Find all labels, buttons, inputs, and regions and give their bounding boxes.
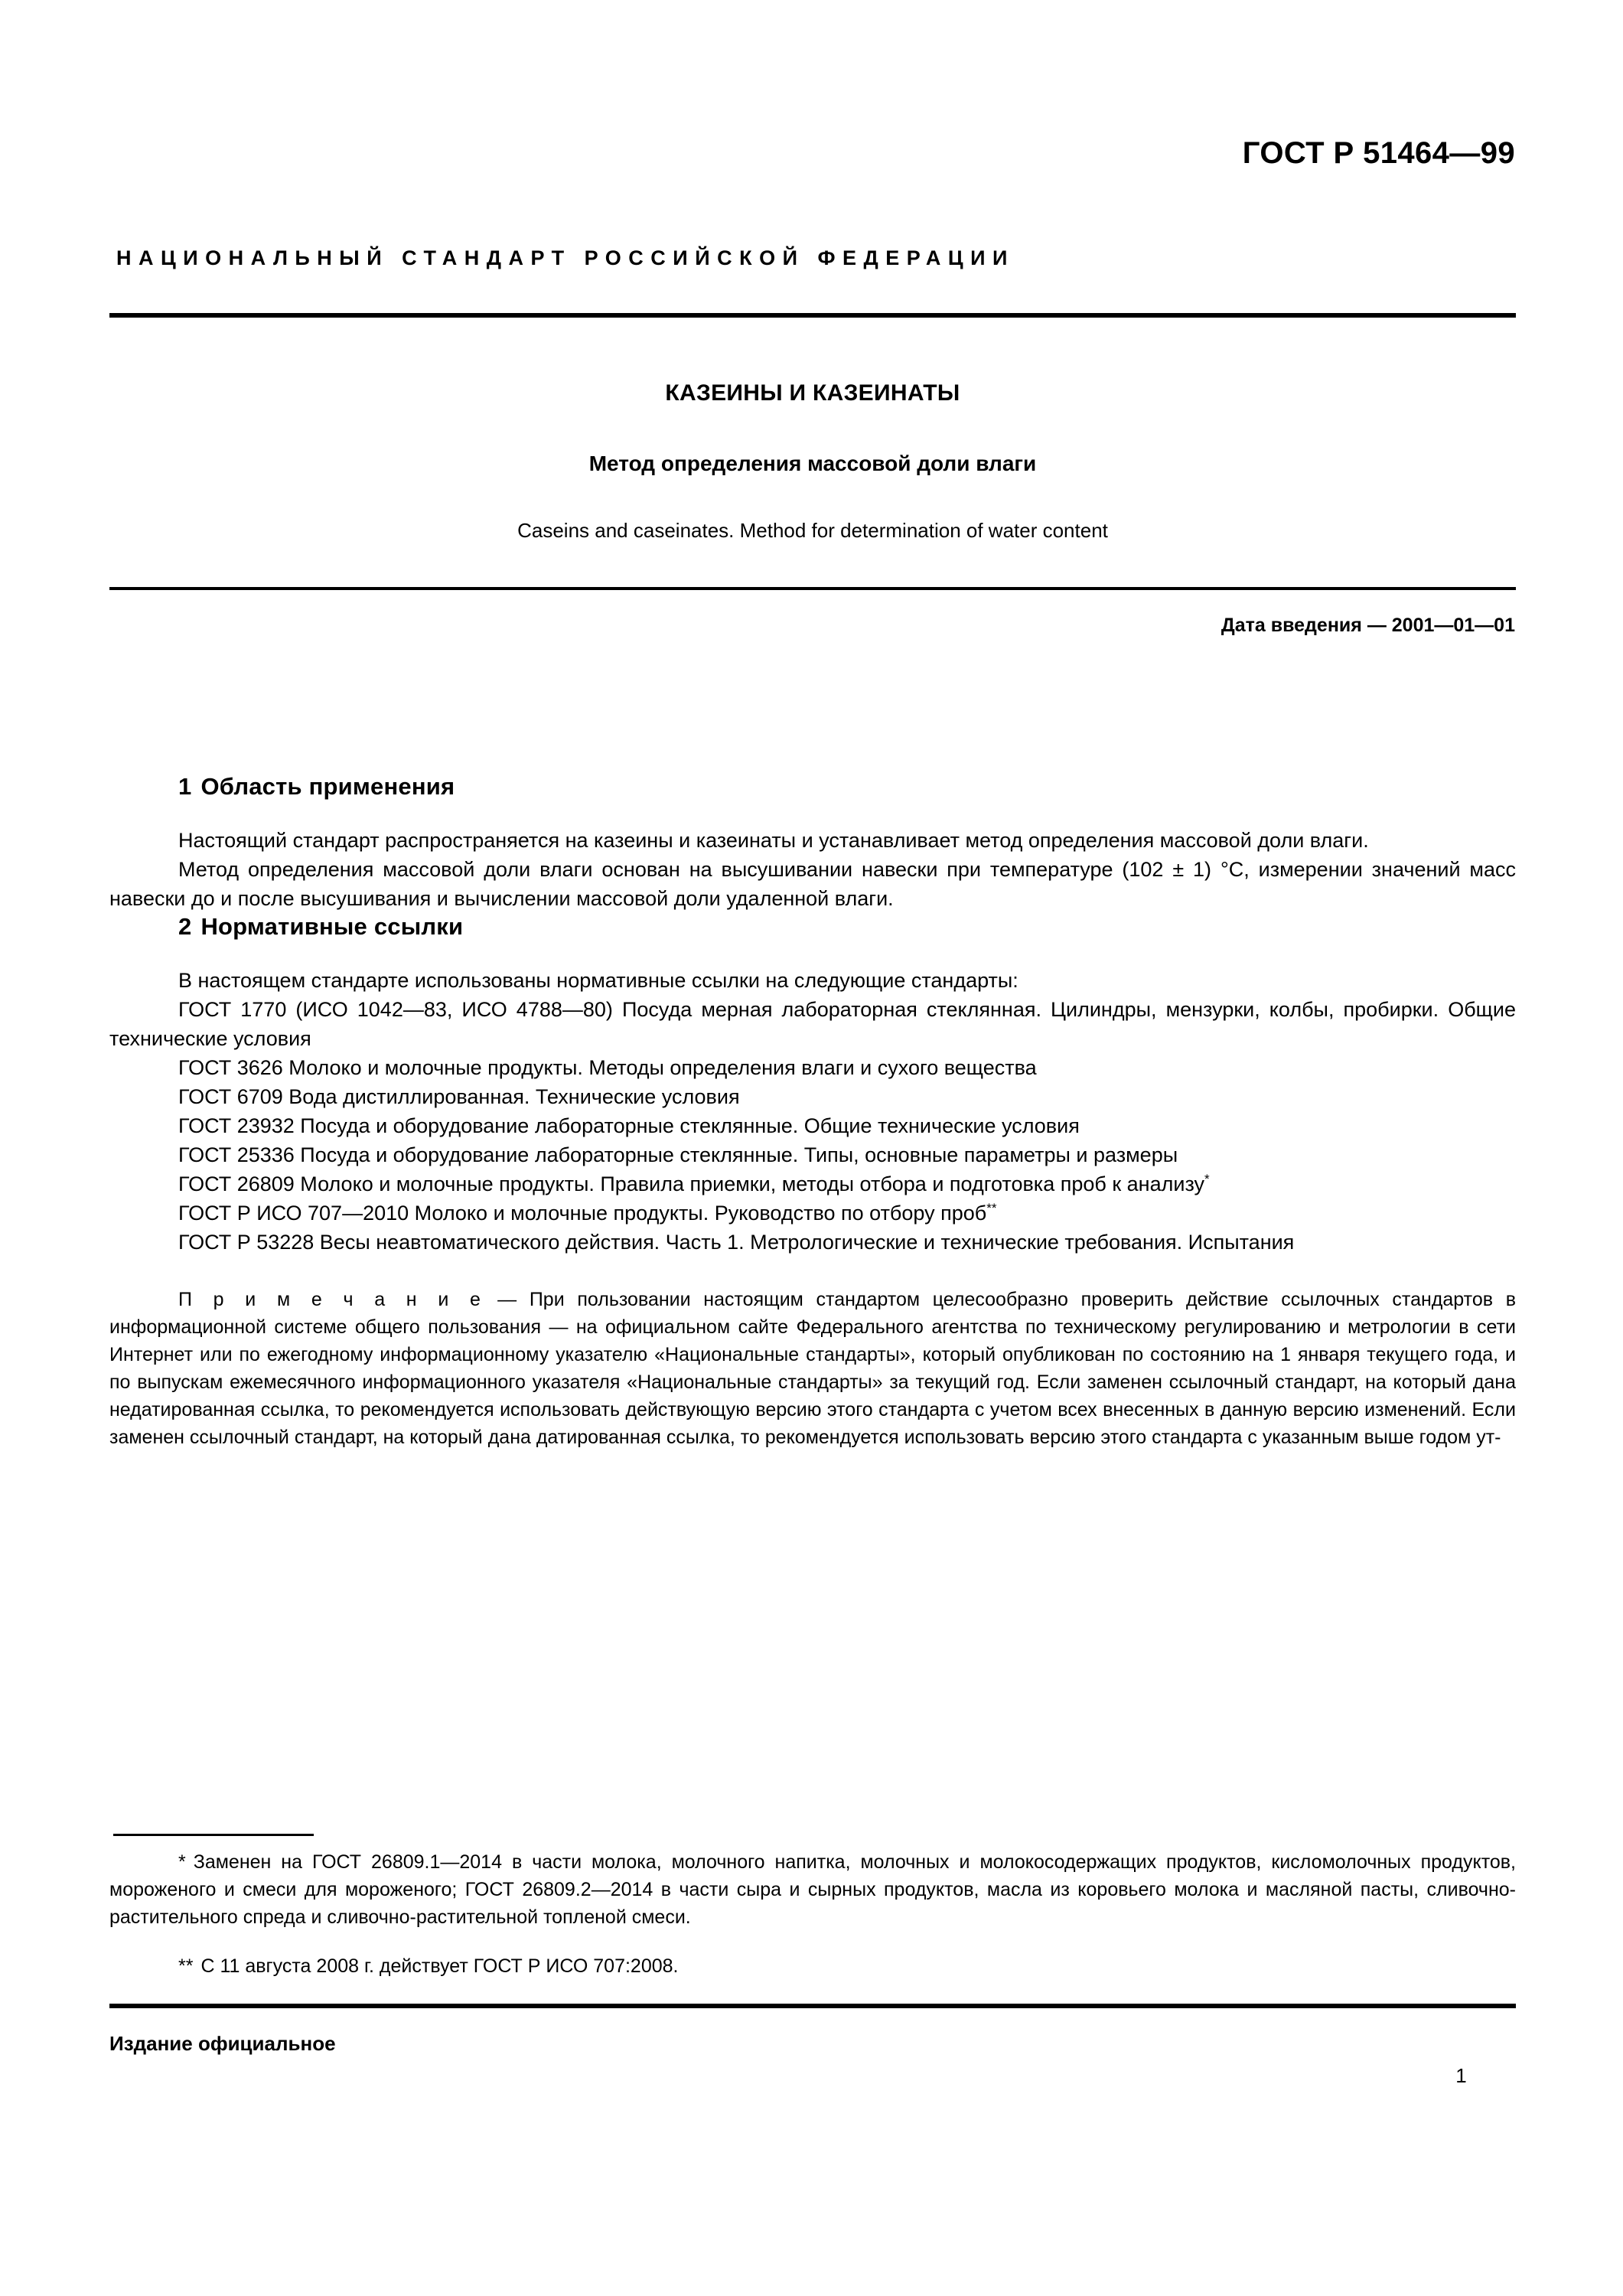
reference-text: ГОСТ 3626 Молоко и молочные продукты. Методы определения влаги и сухого вещества (178, 1056, 1037, 1079)
normative-reference (109, 1140, 1516, 1169)
footnote-mark: * (178, 1851, 186, 1873)
footnote-marker-double-asterisk: ** (986, 1201, 997, 1215)
reference-text: ГОСТ 1770 (ИСО 1042—83, ИСО 4788—80) Посуда мерная лабораторная стеклянная. Цилиндры, мензурки, колбы, пробирки. Общие технические условия (109, 998, 1516, 1050)
note-label: П р и м е ч а н и е (178, 1289, 485, 1310)
note-body: — При пользовании настоящим стандартом целесообразно проверить действие ссылочных стандартов в информационной системе общего пользования — на официальном сайте Федерального агентства по техническому регулированию и метрологии в сети Интернет или по ежегодному информационному указателю «Национальные стандарты», который опубликован по состоянию на 1 января текущего года, и по выпускам ежемесячного информационного указателя «Национальные стандарты» за текущий год. Если заменен ссылочный стандарт, на который дана недатированная ссылка, то рекомендуется использовать действующую версию этого стандарта с учетом всех внесенных в данную версию изменений. Если заменен ссылочный стандарт, на который дана датированная ссылка, то рекомендуется использовать версию этого стандарта с указанным выше годом ут- (109, 1289, 1516, 1448)
national-standard-banner: НАЦИОНАЛЬНЫЙ СТАНДАРТ РОССИЙСКОЙ ФЕДЕРАЦИИ (116, 246, 1015, 269)
page-number: 1 (1455, 2064, 1467, 2087)
normative-reference (109, 1053, 1516, 1082)
normative-reference (109, 1199, 1516, 1228)
normative-reference (109, 995, 1516, 1053)
normative-reference (109, 1228, 1516, 1257)
document-title-english: Caseins and caseinates. Method for determination of water content (517, 519, 1108, 542)
document-title: КАЗЕИНЫ И КАЗЕИНАТЫ (665, 380, 960, 406)
document-subtitle: Метод определения массовой доли влаги (588, 452, 1037, 475)
gost-number: ГОСТ Р 51464—99 (1242, 136, 1515, 170)
reference-text: ГОСТ 26809 Молоко и молочные продукты. Правила приемки, методы отбора и подготовка проб к анализу (178, 1172, 1205, 1195)
footnote-separator-rule (113, 1834, 314, 1836)
introduction-date: Дата введения — 2001—01—01 (1221, 615, 1515, 636)
section-2-heading (109, 913, 1516, 941)
section-1-paragraph-2: Метод определения массовой доли влаги основан на высушивании навески при температуре (102 ± 1) °C, измерении значений масс навески до и после высушивания и вычислении массовой доли удаленной влаги. (109, 858, 1516, 910)
normative-reference (109, 1111, 1516, 1140)
footnote-block (109, 1848, 1516, 1980)
section-1-number: 1 (178, 773, 192, 800)
normative-reference (109, 1082, 1516, 1111)
document-body (109, 773, 1516, 1451)
section-1-paragraph-1: Настоящий стандарт распространяется на казеины и казеинаты и устанавливает метод определения массовой доли влаги. (178, 829, 1369, 852)
footnote-text: С 11 августа 2008 г. действует ГОСТ Р ИСО 707:2008. (200, 1955, 679, 1977)
section-2-title: Нормативные ссылки (200, 913, 464, 940)
normative-references-note (109, 1286, 1516, 1451)
footnote-marker-single-asterisk: * (1204, 1172, 1210, 1186)
reference-text: ГОСТ Р 53228 Весы неавтоматического действия. Часть 1. Метрологические и технические требования. Испытания (178, 1231, 1295, 1254)
footnote-item (109, 1848, 1516, 1931)
header-divider-rule (109, 313, 1516, 318)
footnote-text: Заменен на ГОСТ 26809.1—2014 в части молока, молочного напитка, молочных и молокосодержащих продуктов, кисломолочных продуктов, мороженого и смеси для мороженого; ГОСТ 26809.2—2014 в части сыра и сырных продуктов, масла из коровьего молока и масляной пасты, сливочно-растительного спреда и сливочно-растительной топленой смеси. (109, 1851, 1516, 1928)
section-2-number: 2 (178, 913, 192, 940)
reference-text: ГОСТ Р ИСО 707—2010 Молоко и молочные продукты. Руководство по отбору проб (178, 1202, 987, 1225)
footnote-mark: ** (178, 1955, 194, 1977)
footer-divider-rule (109, 2004, 1516, 2008)
title-divider-rule (109, 587, 1516, 590)
reference-text: ГОСТ 6709 Вода дистиллированная. Технические условия (178, 1085, 740, 1108)
reference-text: ГОСТ 25336 Посуда и оборудование лабораторные стеклянные. Типы, основные параметры и размеры (178, 1143, 1178, 1166)
official-edition-label: Издание официальное (109, 2032, 336, 2055)
reference-text: ГОСТ 23932 Посуда и оборудование лабораторные стеклянные. Общие технические условия (178, 1114, 1080, 1137)
section-1-heading (109, 773, 1516, 801)
normative-reference (109, 1169, 1516, 1199)
section-2-intro: В настоящем стандарте использованы нормативные ссылки на следующие стандарты: (178, 969, 1018, 992)
footnote-item (109, 1952, 1516, 1980)
section-1-title: Область применения (200, 773, 455, 800)
